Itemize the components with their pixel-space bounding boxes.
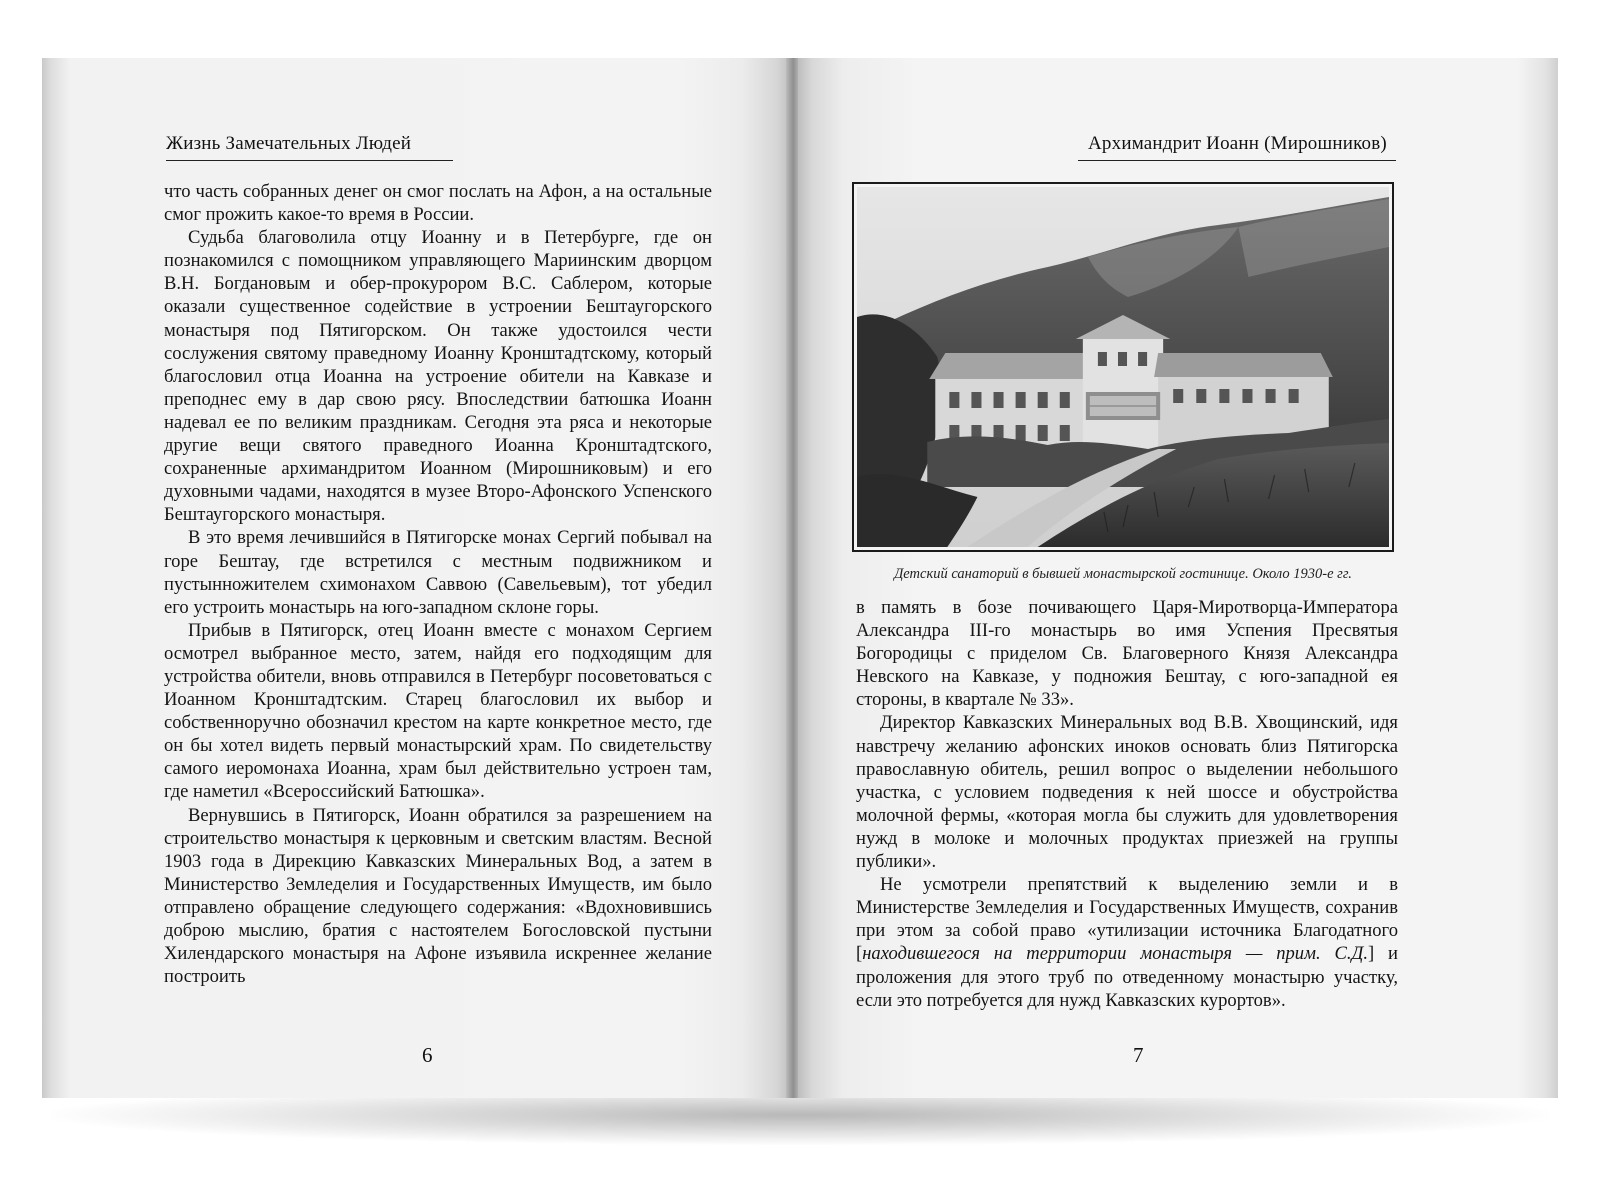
- right-running-head-text: Архимандрит Иоанн (Мирошников): [1088, 133, 1387, 154]
- right-running-head: [1088, 133, 1387, 155]
- right-paragraph-3-text-a: Не усмотрели препятствий к выделению земли и в Министерстве Земледелия и Государственных Имуществ, сохранив при этом за собой право «утилизации источника Благодатного [: [856, 874, 1398, 965]
- right-page: [798, 58, 1558, 1098]
- photo-caption: Детский санаторий в бывшей монастырской гостинице. Около 1930-е гг.: [894, 566, 1352, 582]
- right-paragraph-2: Директор Кавказских Минеральных вод В.В. Хвощинский, идя навстречу желанию афонских иноков основать близ Пятигорска православную обитель, решил вопрос о выделении небольшого участка, с условием подведения к ней шоссе и обустройства молочной фермы, «которая могла бы служить для удовлетворения нужд в молоке и молочных продуктах приезжей на группы публики».: [856, 712, 1398, 873]
- left-page: [42, 58, 790, 1098]
- left-running-head: [166, 133, 411, 155]
- sanatorium-photo-image: [857, 187, 1389, 547]
- left-paragraph-1: что часть собранных денег он смог послать на Афон, а на остальные смог прожить какое-то время в России.: [164, 181, 712, 226]
- right-paragraph-1: в память в бозе почивающего Царя-Миротворца-Императора Александра III-го монастырь во имя Успения Пресвятыя Богородицы с приделом Св. Благоверного Князя Александра Невского на Кавказе, у подножия Бештау, с юго-западной ея стороны, в квартале № 33».: [856, 597, 1398, 711]
- right-running-head-rule: [1078, 160, 1396, 161]
- right-paragraph-3-text-b: ] и проложения для этого труб по отведенному монастырю участку, если это потребуется для нужд Кавказских курортов».: [856, 943, 1398, 1011]
- left-page-number: 6: [422, 1043, 433, 1067]
- left-paragraph-4: Прибыв в Пятигорск, отец Иоанн вместе с монахом Сергием осмотрел выбранное место, затем, найдя его подходящим для устройства обители, вновь отправился в Петербург посоветоваться с Иоанном Кронштадтским. Старец благословил их выбор и собственноручно обозначил крестом на карте конкретное место, где он бы хотел видеть первый монастырский храм. По свидетельству самого иеромонаха Иоанна, храм был действительно устроен там, где наметил «Всероссийский Батюшка».: [164, 619, 712, 803]
- left-running-head-text: Жизнь Замечательных Людей: [166, 133, 412, 154]
- left-paragraph-2: Судьба благоволила отцу Иоанну и в Петербурге, где он познакомился с помощником управляющего Мариинским дворцом В.Н. Богдановым и обер-прокурором В.С. Саблером, которые оказали существенное содействие в устроении Бештаугорского монастыря под Пятигорском. Он также удостоился чести сослужения святому праведному Иоанну Кронштадтскому, который благословил отца Иоанна на устроение обители на Кавказе и преподнес ему в дар свою рясу. Впоследствии батюшка Иоанн надевал ее по великим праздникам. Сегодня эта ряса и некоторые другие вещи святого праведного Иоанна Кронштадтского, сохраненные архимандритом Иоанном (Мирошниковым) и его духовными чадами, находятся в музее Второ-Афонского Успенского Бештаугорского монастыря.: [164, 227, 712, 526]
- left-paragraph-5: Вернувшись в Пятигорск, Иоанн обратился за разрешением на строительство монастыря к церковным и светским властям. Весной 1903 года в Дирекцию Кавказских Минеральных Вод, а затем в Министерство Земледелия и Государственных Имуществ, им было отправлено обращение следующего содержания: «Вдохновившись доброю мыслию, братия с настоятелем Богословской пустыни Хилендарского монастыря на Афоне изъявила искреннее желание построить: [164, 804, 712, 988]
- right-paragraph-3: [856, 873, 1398, 1012]
- left-running-head-rule: [166, 160, 453, 161]
- left-page-body: [164, 180, 712, 988]
- historic-photo: [852, 182, 1394, 552]
- right-page-number: 7: [1133, 1043, 1144, 1067]
- right-page-body: [856, 596, 1398, 1012]
- right-paragraph-3-italic-note: находившегося на территории монастыря — прим. С.Д.: [862, 943, 1368, 965]
- left-paragraph-3: В это время лечившийся в Пятигорске монах Сергий побывал на горе Бештау, где встретился с местным подвижником и пустынножителем схимонахом Саввою (Савельевым), тот убедил его устроить монастырь на юго-западном склоне горы.: [164, 527, 712, 618]
